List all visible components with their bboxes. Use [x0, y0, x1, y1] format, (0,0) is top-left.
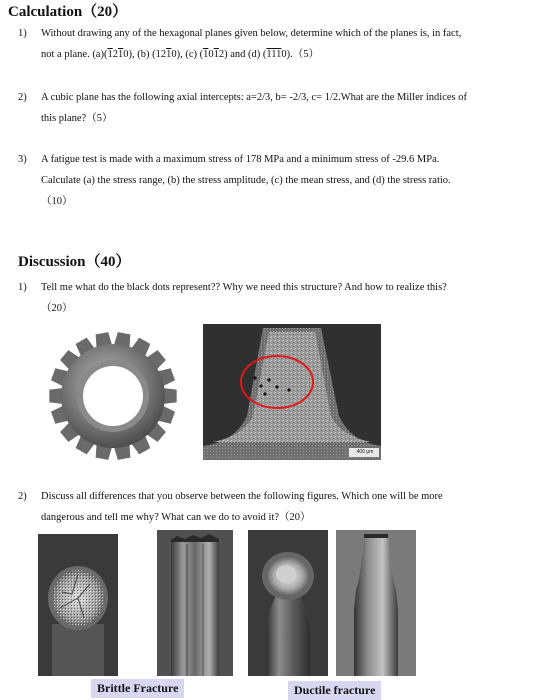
discussion-heading: Discussion（40）: [18, 254, 131, 270]
tooth-micrograph: [203, 324, 381, 460]
q1-line1: Without drawing any of the hexagonal planes given below, determine which of the planes is, in fact,: [41, 28, 462, 39]
q2-line2: this plane?（5）: [41, 113, 113, 124]
dot: [253, 376, 256, 379]
dot: [275, 385, 278, 388]
dot: [263, 392, 266, 395]
q2-number: 2): [18, 92, 27, 103]
gear-icon: [46, 330, 180, 460]
q3-number: 3): [18, 154, 27, 165]
q3-line1: A fatigue test is made with a maximum stress of 178 MPa and a minimum stress of -29.6 MPa.: [41, 154, 440, 165]
scale-bar: 400 μm: [356, 449, 374, 455]
d1-line2: （20）: [41, 303, 73, 314]
q3-line3: （10）: [41, 196, 73, 207]
calculation-heading: Calculation（20）: [8, 4, 128, 20]
brittle-fracture-label: Brittle Fracture: [91, 679, 184, 698]
q1-number: 1): [18, 28, 27, 39]
dot: [287, 388, 290, 391]
q2-text: [41, 87, 546, 129]
q1-line2: not a plane. (a)(1210), (b) (1210), (c) (1012) and (d) (1110).（5）: [41, 49, 320, 60]
dot: [267, 378, 270, 381]
gear-image: [46, 330, 180, 460]
d2-text: [41, 486, 546, 528]
q2-line1: A cubic plane has the following axial intercepts: a=2/3, b= -2/3, c= 1/2.What are the Miller indices of: [41, 92, 467, 103]
micrograph-svg: [203, 324, 381, 460]
d2-line1: Discuss all differences that you observe between the following figures. Which one will be more: [41, 491, 443, 502]
d2-line2: dangerous and tell me why? What can we do to avoid it?（20）: [41, 512, 311, 523]
ductile-fracture-label: Ductile fracture: [288, 681, 381, 700]
ductile-fracture-surface: [248, 530, 328, 676]
dot: [259, 384, 262, 387]
brittle-fracture-surface: [38, 534, 118, 676]
ductile-fracture-side: [336, 530, 416, 676]
q3-text: [41, 149, 546, 212]
q3-line2: Calculate (a) the stress range, (b) the stress amplitude, (c) the mean stress, and (d) the stress ratio.: [41, 175, 451, 186]
d1-line1: Tell me what do the black dots represent?? Why we need this structure? And how to realize this?: [41, 282, 447, 293]
brittle-fracture-side: [157, 530, 233, 676]
d2-number: 2): [18, 491, 27, 502]
q1-text: [41, 23, 541, 65]
d1-text: [41, 277, 546, 319]
d1-number: 1): [18, 282, 27, 293]
